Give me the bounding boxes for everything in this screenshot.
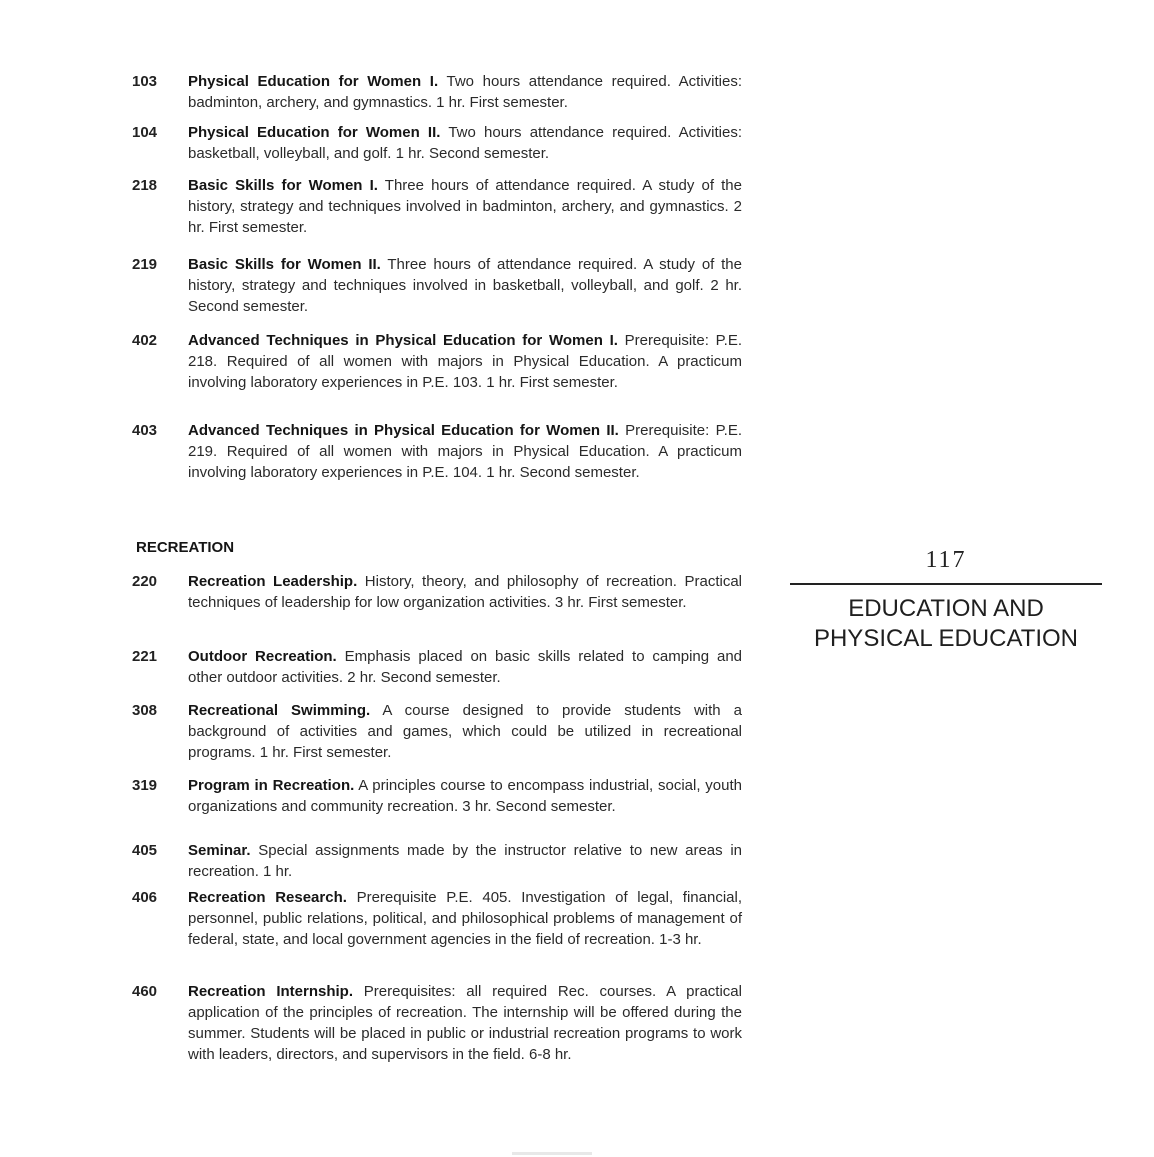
course-entry: [132, 71, 742, 113]
page-number: 117: [925, 547, 967, 573]
course-title: Outdoor Recreation.: [188, 648, 337, 665]
course-number: 406: [132, 889, 158, 906]
course-entry: [132, 700, 742, 763]
course-description: Two hours attendance required. Activities: basketball, volleyball, and golf. 1 hr. Second semester.: [188, 124, 742, 162]
course-number: 220: [132, 573, 158, 590]
course-entry: [132, 981, 742, 1065]
course-number: 460: [132, 983, 158, 1000]
course-entry: [132, 571, 742, 613]
course-number: 221: [132, 648, 158, 665]
header-rule: [790, 583, 1102, 585]
course-title: Recreation Internship.: [188, 983, 353, 1000]
course-description: Prerequisite: P.E. 219. Required of all women with majors in Physical Education. A practicum involving laboratory experiences in P.E. 104. 1 hr. Second semester.: [188, 422, 742, 481]
course-description: A principles course to encompass industrial, social, youth organizations and community recreation. 3 hr. Second semester.: [188, 777, 742, 815]
course-number: 405: [132, 842, 158, 859]
course-description: Emphasis placed on basic skills related to camping and other outdoor activities. 2 hr. Second semester.: [188, 648, 743, 686]
course-title: Program in Recreation.: [188, 777, 355, 794]
course-number: 308: [132, 702, 158, 719]
course-title: Basic Skills for Women II.: [188, 256, 381, 273]
course-entry: [132, 254, 742, 317]
course-entry: [132, 122, 742, 164]
course-title: Physical Education for Women II.: [188, 124, 441, 141]
course-number: 104: [132, 124, 158, 141]
course-entry: [132, 646, 742, 688]
course-description: Special assignments made by the instructor relative to new areas in recreation. 1 hr.: [188, 842, 742, 880]
course-description: Three hours of attendance required. A study of the history, strategy and techniques involved in basketball, volleyball, and golf. 2 hr. Second semester.: [188, 256, 742, 315]
course-entry: [132, 175, 742, 238]
course-title: Seminar.: [188, 842, 251, 859]
course-description: Three hours of attendance required. A study of the history, strategy and techniques involved in badminton, archery, and gymnastics. 2 hr. First semester.: [188, 177, 742, 236]
chapter-title-line-1: EDUCATION AND: [848, 595, 1044, 622]
course-description: Two hours attendance required. Activities: badminton, archery, and gymnastics. 1 hr. First semester.: [188, 73, 743, 111]
course-title: Recreational Swimming.: [188, 702, 371, 719]
course-number: 219: [132, 256, 158, 273]
course-description: History, theory, and philosophy of recreation. Practical techniques of leadership for low organization activities. 3 hr. First semester.: [188, 573, 743, 611]
course-number: 402: [132, 332, 158, 349]
chapter-title-line-2: PHYSICAL EDUCATION: [813, 625, 1079, 652]
course-description: A course designed to provide students with a background of activities and games, which could be utilized in recreational programs. 1 hr. First semester.: [188, 702, 743, 761]
course-number: 218: [132, 177, 158, 194]
course-description: Prerequisite: P.E. 218. Required of all women with majors in Physical Education. A practicum involving laboratory experiences in P.E. 103. 1 hr. First semester.: [188, 332, 742, 391]
course-number: 319: [132, 777, 158, 794]
course-entry: [132, 840, 742, 882]
course-title: Advanced Techniques in Physical Education for Women I.: [188, 332, 618, 349]
course-title: Advanced Techniques in Physical Education for Women II.: [188, 422, 619, 439]
course-description: Prerequisites: all required Rec. courses. A practical application of the principles of recreation. The internship will be offered during the summer. Students will be placed in public or industrial recreation programs to work with leaders, directors, and supervisors in the field. 6-8 hr.: [188, 983, 742, 1063]
scan-artifact: [512, 1152, 592, 1155]
course-entry: [132, 330, 742, 393]
course-title: Recreation Research.: [188, 889, 347, 906]
course-number: 403: [132, 422, 158, 439]
course-entry: [132, 420, 742, 483]
section-heading-recreation: RECREATION: [136, 539, 235, 556]
chapter-title: [790, 594, 1102, 654]
course-entry: [132, 887, 742, 950]
course-title: Basic Skills for Women I.: [188, 177, 378, 194]
course-title: Recreation Leadership.: [188, 573, 358, 590]
course-number: 103: [132, 73, 158, 90]
course-title: Physical Education for Women I.: [188, 73, 439, 90]
course-description: Prerequisite P.E. 405. Investigation of legal, financial, personnel, public relations, political, and philosophical problems of management of federal, state, and local government agencies in the field of recreation. 1-3 hr.: [188, 889, 742, 948]
course-entry: [132, 775, 742, 817]
